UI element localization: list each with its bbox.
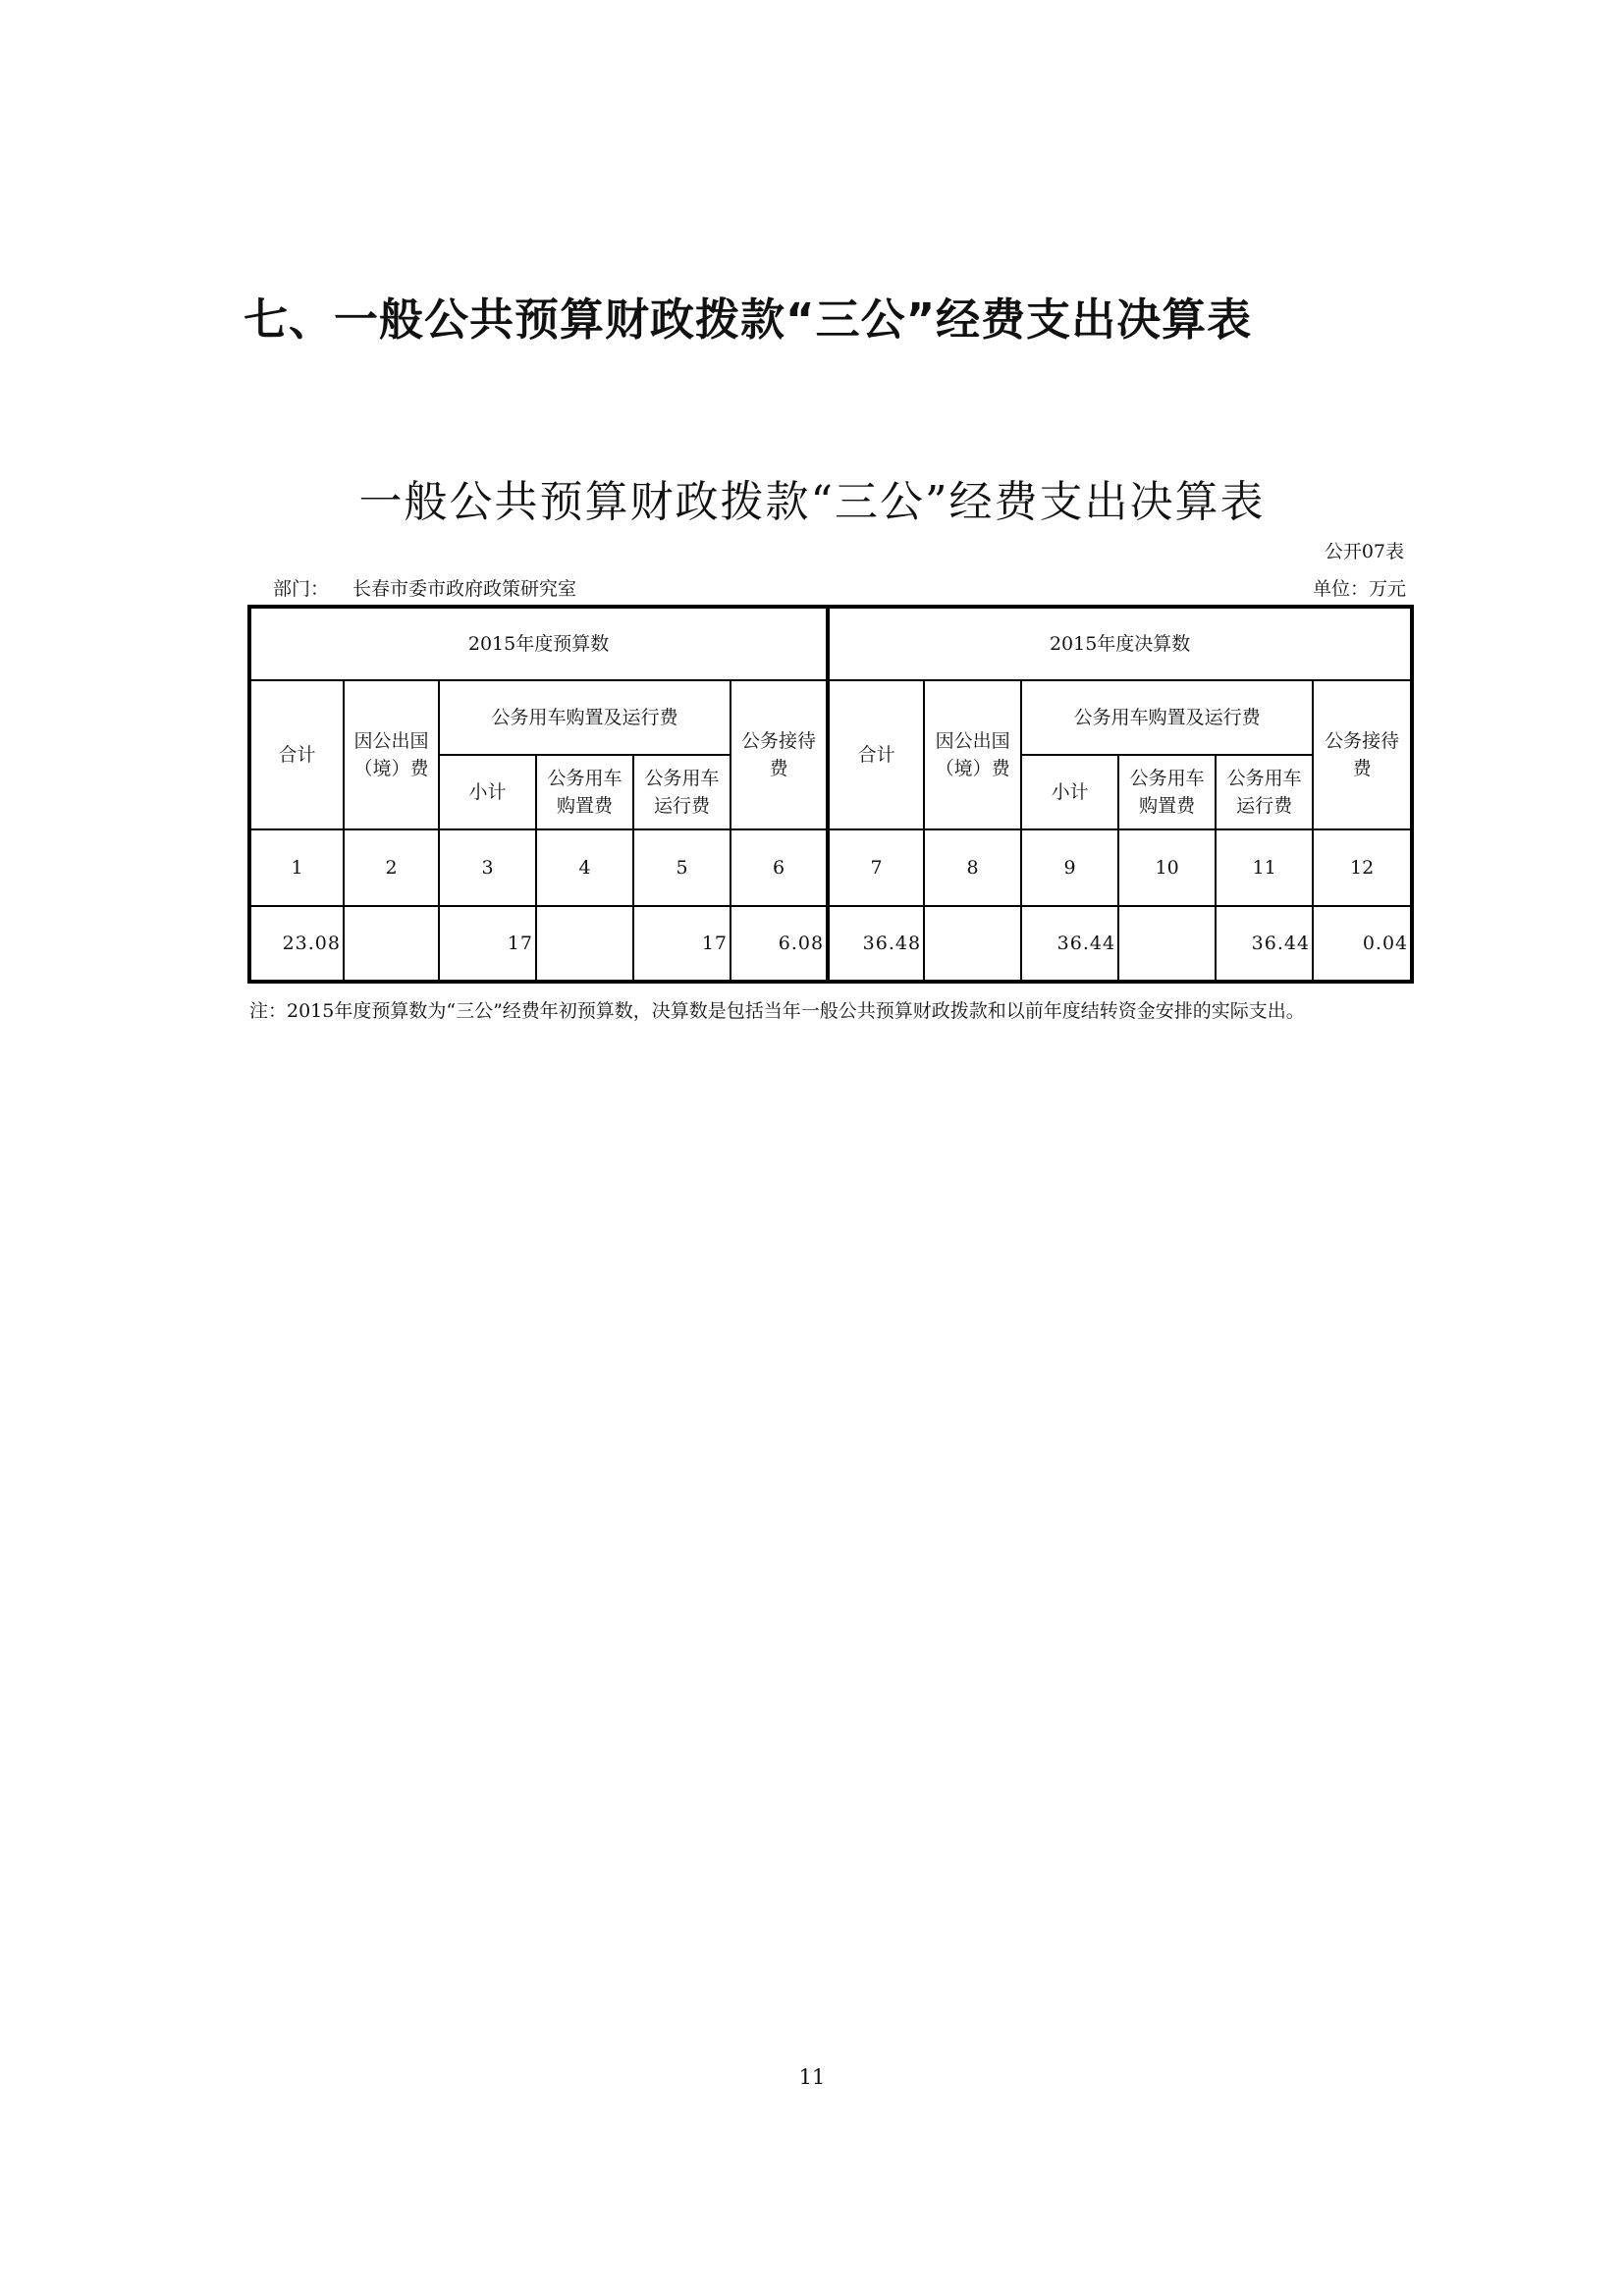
department-value: 长春市委市政府政策研究室 [352,578,577,600]
department-label: 部门： [273,578,330,600]
budget-vehicle-group-header: 公务用车购置及运行费 [439,680,731,755]
budget-vehicle-purchase-header: 公务用车购置费 [536,755,633,829]
actual-vehicle-subtotal-value: 36.44 [1021,906,1118,982]
department [273,575,576,603]
actual-vehicle-purchase-header: 公务用车购置费 [1118,755,1216,829]
meta-row [247,575,1406,603]
actual-total-value: 36.48 [828,906,924,982]
budget-vehicle-operation-value: 17 [633,906,731,982]
actual-total-header: 合计 [828,680,924,829]
budget-group-header: 2015年度预算数 [249,607,828,680]
three-public-expense-table [247,605,1414,984]
actual-vehicle-operation-value: 36.44 [1216,906,1313,982]
page-number: 11 [798,2065,826,2089]
budget-subtotal-header: 小计 [439,755,536,829]
header-row-groups [249,607,1412,680]
budget-reception-header: 公务接待费 [731,680,828,829]
actual-subtotal-header: 小计 [1021,755,1118,829]
actual-vehicle-purchase-value [1118,906,1216,982]
column-number: 10 [1118,829,1216,906]
actual-reception-value: 0.04 [1313,906,1412,982]
actual-vehicle-operation-header: 公务用车运行费 [1216,755,1313,829]
column-number: 8 [924,829,1021,906]
column-number: 9 [1021,829,1118,906]
column-number-row [249,829,1412,906]
column-number: 12 [1313,829,1412,906]
actual-reception-header: 公务接待费 [1313,680,1412,829]
column-number: 6 [731,829,828,906]
budget-vehicle-subtotal-value: 17 [439,906,536,982]
table-note: 注：2015年度预算数为“三公”经费年初预算数，决算数是包括当年一般公共预算财政拨款和以前年度结转资金安排的实际支出。 [249,1000,1305,1022]
unit-label: 单位：万元 [1312,578,1406,600]
budget-vehicle-purchase-value [536,906,633,982]
budget-total-value: 23.08 [249,906,344,982]
column-number: 5 [633,829,731,906]
table-title: 一般公共预算财政拨款“三公”经费支出决算表 [358,477,1266,527]
column-number: 2 [344,829,439,906]
actual-abroad-value [924,906,1021,982]
budget-total-header: 合计 [249,680,344,829]
actual-vehicle-group-header: 公务用车购置及运行费 [1021,680,1313,755]
value-row [249,906,1412,982]
budget-reception-value: 6.08 [731,906,828,982]
table-code: 公开07表 [1324,541,1404,562]
column-number: 1 [249,829,344,906]
column-number: 4 [536,829,633,906]
actual-abroad-header: 因公出国（境）费 [924,680,1021,829]
column-number: 11 [1216,829,1313,906]
header-row-categories [249,680,1412,755]
budget-vehicle-operation-header: 公务用车运行费 [633,755,731,829]
column-number: 3 [439,829,536,906]
section-heading: 七、一般公共预算财政拨款“三公”经费支出决算表 [244,294,1253,346]
budget-abroad-header: 因公出国（境）费 [344,680,439,829]
actual-group-header: 2015年度决算数 [828,607,1412,680]
budget-abroad-value [344,906,439,982]
column-number: 7 [828,829,924,906]
